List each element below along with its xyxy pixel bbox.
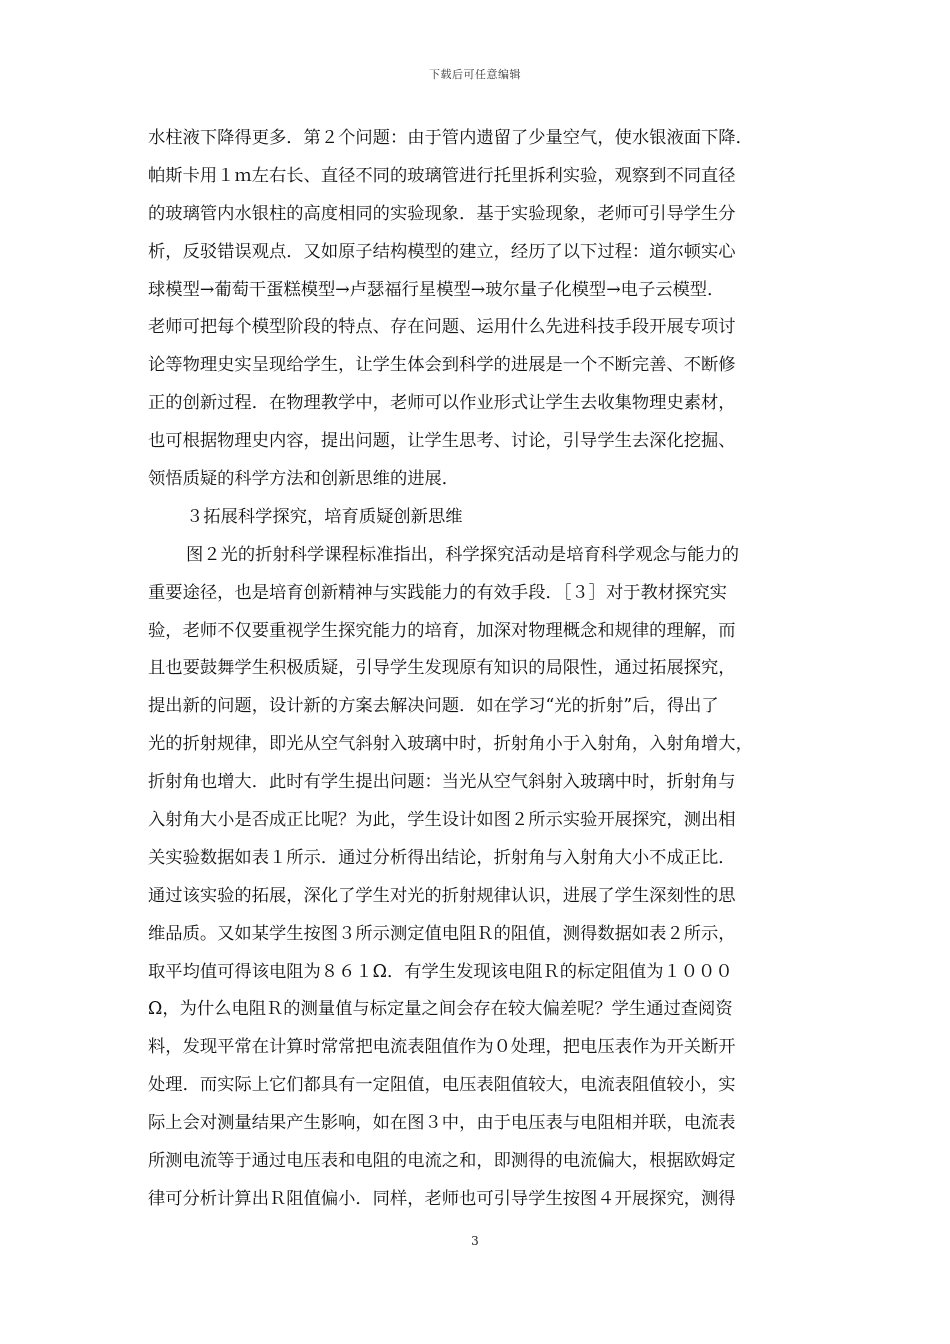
text-line: 际上会对测量结果产生影响，如在图３中，由于电压表与电阻相并联，电流表 [148,1113,736,1134]
text-line: Ω，为什么电阻Ｒ的测量值与标定量之间会存在较大偏差呢？学生通过查阅资 [148,999,733,1020]
text-line: 入射角大小是否成正比呢？为此，学生设计如图２所示实验开展探究，测出相 [148,810,736,831]
text-line: 处理．而实际上它们都具有一定阻值，电压表阻值较大，电流表阻值较小，实 [148,1075,736,1096]
text-line: 光的折射规律，即光从空气斜射入玻璃中时，折射角小于入射角，入射角增大， [148,734,753,755]
page-header: 下载后可任意编辑 [429,68,521,81]
text-line: 的玻璃管内水银柱的高度相同的实验现象．基于实验现象，老师可引导学生分 [148,203,736,224]
text-line: 折射角也增大．此时有学生提出问题：当光从空气斜射入玻璃中时，折射角与 [148,772,736,793]
section-heading: ３拓展科学探究，培育质疑创新思维 [186,506,463,527]
text-line: 论等物理史实呈现给学生，让学生体会到科学的进展是一个不断完善、不断修 [148,355,736,376]
text-line: 通过该实验的拓展，深化了学生对光的折射规律认识，进展了学生深刻性的思 [148,885,736,906]
text-line: 料，发现平常在计算时常常把电流表阻值作为０处理，把电压表作为开关断开 [148,1037,736,1058]
body-text [148,120,813,1219]
text-line: 提出新的问题，设计新的方案去解决问题．如在学习“光的折射”后，得出了 [148,696,719,717]
text-line: 也可根据物理史内容，提出问题，让学生思考、讨论，引导学生去深化挖掘、 [148,431,736,452]
text-line: 重要途径，也是培育创新精神与实践能力的有效手段．［３］对于教材探究实 [148,582,727,603]
text-line: 且也要鼓舞学生积极质疑，引导学生发现原有知识的局限性，通过拓展探究， [148,658,736,679]
text-line: 验，老师不仅要重视学生探究能力的培育，加深对物理概念和规律的理解，而 [148,620,736,641]
text-line: 所测电流等于通过电压表和电阻的电流之和，即测得的电流偏大，根据欧姆定 [148,1151,736,1172]
text-line: 维品质。又如某学生按图３所示测定值电阻Ｒ的阻值，测得数据如表２所示， [148,923,736,944]
text-line: 领悟质疑的科学方法和创新思维的进展． [148,469,460,490]
text-line: 水柱液下降得更多．第２个问题：由于管内遗留了少量空气，使水银液面下降． [148,128,753,148]
text-line: 关实验数据如表１所示．通过分析得出结论，折射角与入射角大小不成正比． [148,847,736,868]
text-line: 律可分析计算出Ｒ阻值偏小．同样，老师也可引导学生按图４开展探究，测得 [148,1188,736,1209]
page-number: 3 [471,1234,479,1248]
text-line: 球模型→葡萄干蛋糕模型→卢瑟福行星模型→玻尔量子化模型→电子云模型． [148,279,725,300]
text-line: 正的创新过程．在物理教学中，老师可以作业形式让学生去收集物理史素材， [148,393,736,414]
text-line: 帕斯卡用１ｍ左右长、直径不同的玻璃管进行托里拆利实验，观察到不同直径 [148,165,736,186]
text-line: 析，反驳错误观点．又如原子结构模型的建立，经历了以下过程：道尔顿实心 [148,241,736,262]
text-line: 取平均值可得该电阻为８６１Ω．有学生发现该电阻Ｒ的标定阻值为１０００ [148,961,733,982]
text-line: 老师可把每个模型阶段的特点、存在问题、运用什么先进科技手段开展专项讨 [148,317,736,338]
text-line: 图２光的折射科学课程标准指出，科学探究活动是培育科学观念与能力的 [186,544,740,565]
